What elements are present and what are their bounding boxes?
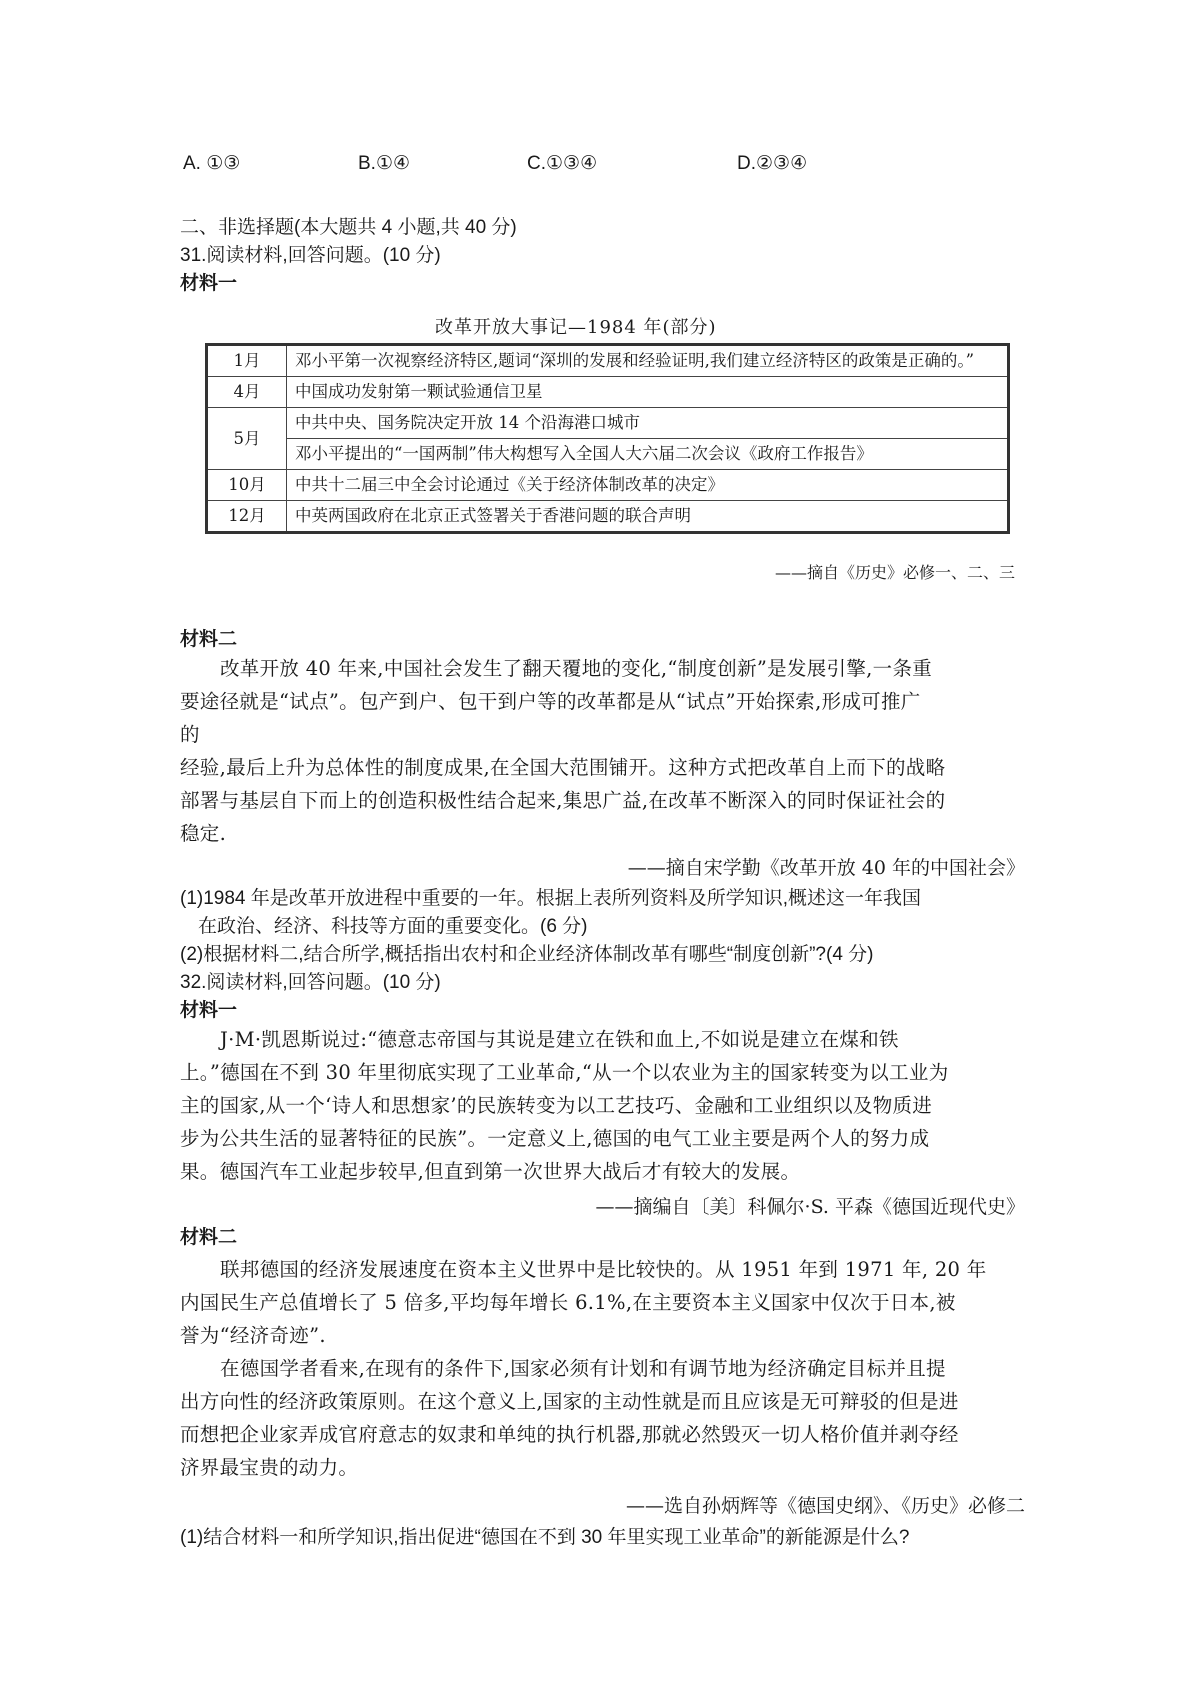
option-a: A. ①③ <box>183 153 241 174</box>
q32-material2-label: 材料二 <box>180 1227 238 1248</box>
month-cell: 1月 <box>207 345 287 377</box>
paragraph-line: 内国民生产总值增长了 5 倍多,平均每年增长 6.1%,在主要资本主义国家中仅次于日本,被 <box>180 1291 956 1314</box>
paragraph-line: 主的国家,从一个‘诗人和思想家’的民族转变为以工艺技巧、金融和工业组织以及物质进 <box>180 1094 933 1117</box>
paragraph-line: 济界最宝贵的动力。 <box>180 1456 359 1479</box>
table-row <box>207 501 1009 533</box>
paragraph-line: 上。”德国在不到 30 年里彻底实现了工业革命,“从一个以农业为主的国家转变为以工业为 <box>180 1061 949 1084</box>
event-cell: 邓小平第一次视察经济特区,题词“深圳的发展和经验证明,我们建立经济特区的政策是正确的。” <box>287 345 1009 377</box>
table-row <box>207 470 1009 501</box>
paragraph-line: 联邦德国的经济发展速度在资本主义世界中是比较快的。从 1951 年到 1971 年, 20 年 <box>220 1258 987 1281</box>
q32-subquestion-1: (1)结合材料一和所学知识,指出促进“德国在不到 30 年里实现工业革命”的新能源是什么? <box>180 1527 910 1548</box>
option-b: B.①④ <box>358 153 411 174</box>
month-cell: 12月 <box>207 501 287 533</box>
event-cell: 中英两国政府在北京正式签署关于香港问题的联合声明 <box>287 501 1009 533</box>
paragraph-line: 稳定. <box>180 822 227 845</box>
q32-material2-source: ——选自孙炳辉等《德国史纲》、《历史》必修二 <box>625 1495 1025 1517</box>
q31-subquestion-1: (1)1984 年是改革开放进程中重要的一年。根据上表所列资料及所学知识,概述这一年我国 <box>180 888 922 909</box>
event-cell: 中共十二届三中全会讨论通过《关于经济体制改革的决定》 <box>287 470 1009 501</box>
paragraph-line: 部署与基层自下而上的创造积极性结合起来,集思广益,在改革不断深入的同时保证社会的 <box>180 789 946 812</box>
table-title: 改革开放大事记—1984 年(部分) <box>435 317 717 338</box>
paragraph-line: 果。德国汽车工业起步较早,但直到第一次世界大战后才有较大的发展。 <box>180 1160 801 1183</box>
events-table <box>205 343 1010 534</box>
q31-title: 31.阅读材料,回答问题。(10 分) <box>180 245 441 266</box>
month-cell: 5月 <box>207 408 287 470</box>
paragraph-line: 步为公共生活的显著特征的民族”。一定意义上,德国的电气工业主要是两个人的努力成 <box>180 1127 930 1150</box>
table-row <box>207 439 1009 470</box>
q32-material1-text <box>180 1023 1030 1188</box>
paragraph-line: 的 <box>180 723 200 746</box>
event-cell: 邓小平提出的“一国两制”伟大构想写入全国人大六届二次会议《政府工作报告》 <box>287 439 1009 470</box>
paragraph-line: 在德国学者看来,在现有的条件下,国家必须有计划和有调节地为经济确定目标并且提 <box>220 1357 946 1380</box>
q31-subquestion-1-cont: 在政治、经济、科技等方面的重要变化。(6 分) <box>198 916 588 937</box>
paragraph-line: 誉为“经济奇迹”. <box>180 1324 326 1347</box>
paragraph-line: 经验,最后上升为总体性的制度成果,在全国大范围铺开。这种方式把改革自上而下的战略 <box>180 756 946 779</box>
q31-material2-label: 材料二 <box>180 629 238 650</box>
q31-material2-source: ——摘自宋学勤《改革开放 40 年的中国社会》 <box>627 857 1025 879</box>
table-row <box>207 377 1009 408</box>
option-d: D.②③④ <box>737 153 808 174</box>
event-cell: 中共中央、国务院决定开放 14 个沿海港口城市 <box>287 408 1009 439</box>
q31-subquestion-2: (2)根据材料二,结合所学,概括指出农村和企业经济体制改革有哪些“制度创新”?(4 分) <box>180 944 874 965</box>
event-cell: 中国成功发射第一颗试验通信卫星 <box>287 377 1009 408</box>
q32-material2-text <box>180 1253 1030 1484</box>
q31-material2-text <box>180 652 1030 850</box>
q32-material1-label: 材料一 <box>180 1000 238 1021</box>
q32-title: 32.阅读材料,回答问题。(10 分) <box>180 972 441 993</box>
paragraph-line: 而想把企业家弄成官府意志的奴隶和单纯的执行机器,那就必然毁灭一切人格价值并剥夺经 <box>180 1423 959 1446</box>
paragraph-line: J·M·凯恩斯说过:“德意志帝国与其说是建立在铁和血上,不如说是建立在煤和铁 <box>220 1028 899 1051</box>
option-c: C.①③④ <box>527 153 598 174</box>
month-cell: 10月 <box>207 470 287 501</box>
paragraph-line: 要途径就是“试点”。包产到户、包干到户等的改革都是从“试点”开始探索,形成可推广 <box>180 690 921 713</box>
q32-material1-source: ——摘编自〔美〕科佩尔·S. 平森《德国近现代史》 <box>595 1196 1025 1218</box>
section-heading: 二、非选择题(本大题共 4 小题,共 40 分) <box>180 217 517 238</box>
table-row <box>207 408 1009 439</box>
q31-material1-label: 材料一 <box>180 273 238 294</box>
month-cell: 4月 <box>207 377 287 408</box>
table-source: ——摘自《历史》必修一、二、三 <box>774 563 1015 582</box>
paragraph-line: 改革开放 40 年来,中国社会发生了翻天覆地的变化,“制度创新”是发展引擎,一条重 <box>220 657 933 680</box>
table-row <box>207 345 1009 377</box>
paragraph-line: 出方向性的经济政策原则。在这个意义上,国家的主动性就是而且应该是无可辩驳的但是进 <box>180 1390 959 1413</box>
